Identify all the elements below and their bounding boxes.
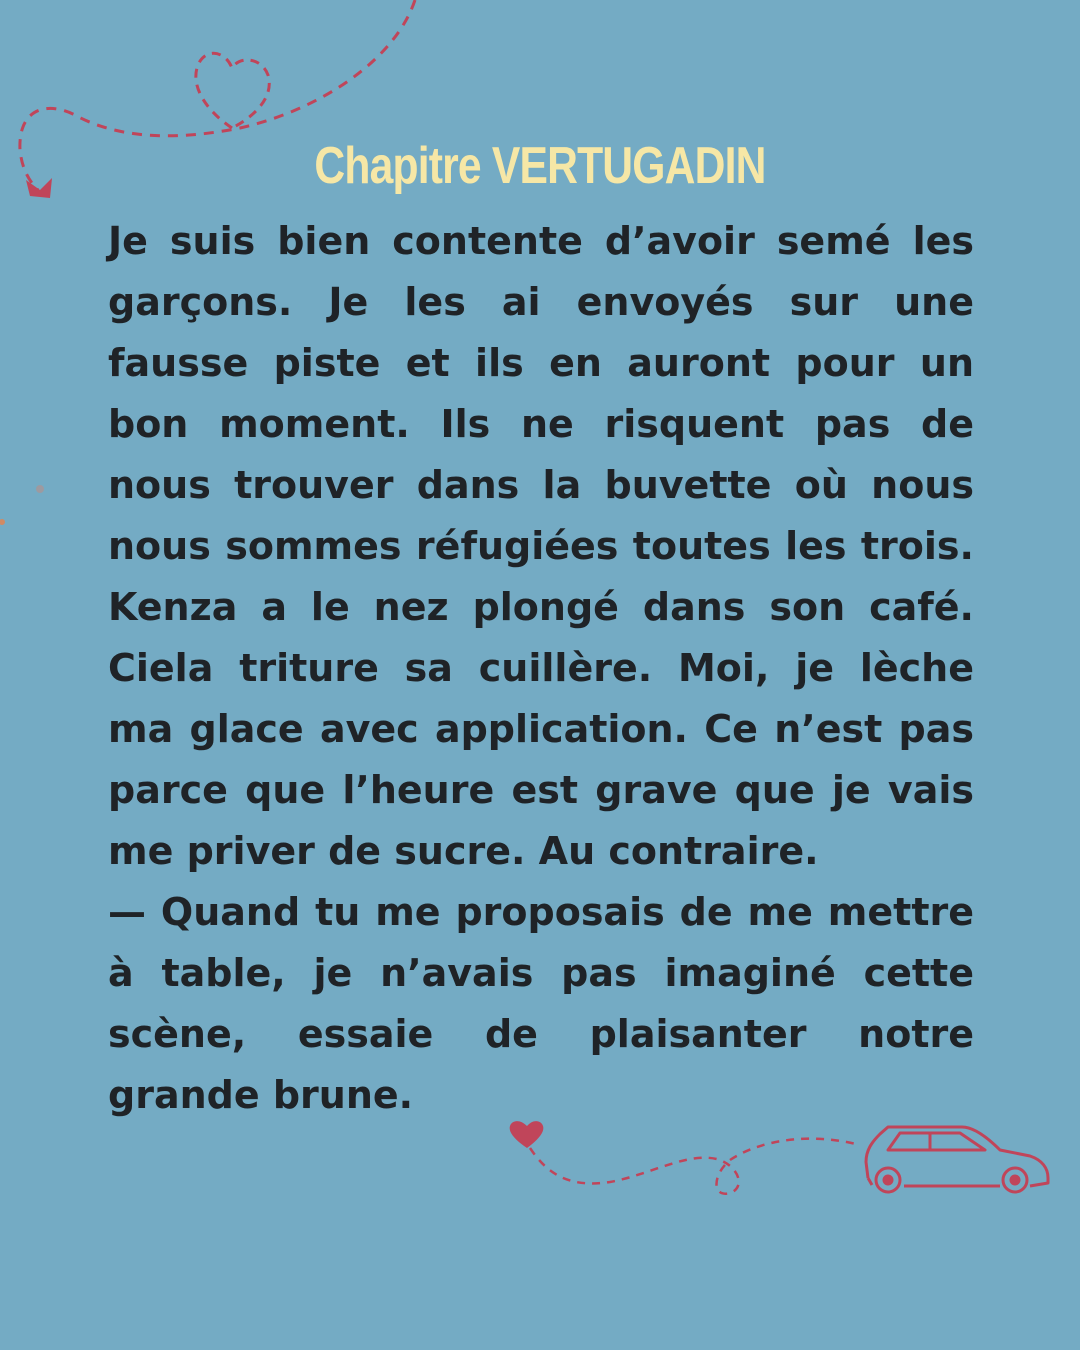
paragraph-2: — Quand tu me proposais de me mettre à table, je n’avais pas imaginé cette scène, essaie de plaisanter notre grande brune. xyxy=(108,890,974,1117)
paragraph-1: Je suis bien contente d’avoir semé les garçons. Je les ai envoyés sur une fausse piste et ils en auront pour un bon moment. Ils ne risquent pas de nous trouver dans la buvette où nous nous sommes réfugiées toutes les trois. Kenza a le nez plongé dans son café. Ciela triture sa cuillère. Moi, je lèche ma glace avec application. Ce n’est pas parce que l’heure est grave que je vais me priver de sucre. Au contraire. xyxy=(108,219,974,873)
story-text xyxy=(108,211,974,1126)
chapter-title: Chapitre VERTUGADIN xyxy=(314,137,766,195)
